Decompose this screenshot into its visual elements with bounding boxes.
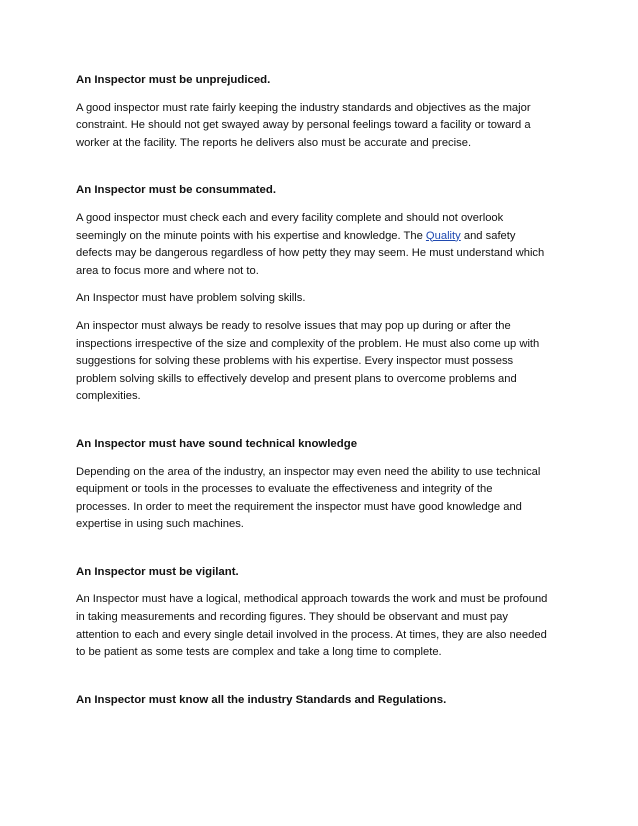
section-heading: An Inspector must be unprejudiced. bbox=[76, 74, 271, 86]
paragraph-line: problem solving skills to effectively develop and present plans to overcome problems and bbox=[76, 372, 517, 385]
paragraph-line: suggestions for solving these problems with his expertise. Every inspector must possess bbox=[76, 355, 514, 368]
quality-link[interactable]: Quality bbox=[425, 229, 461, 242]
section-paragraph bbox=[76, 464, 568, 534]
section-paragraph bbox=[76, 100, 568, 153]
paragraph-line: defects may be dangerous regardless of how petty they may seem. He must understand which bbox=[76, 247, 545, 260]
paragraph-line: processes. In order to meet the requirement the inspector must have good knowledge and bbox=[76, 500, 522, 513]
paragraph-line: constraint. He should not get swayed away by personal feelings toward a facility or toward a bbox=[76, 119, 531, 132]
paragraph-line: An Inspector must have a logical, methodical approach towards the work and must be profound bbox=[76, 593, 548, 606]
section-heading: An Inspector must have problem solving skills. bbox=[76, 292, 306, 305]
section-heading: An Inspector must know all the industry Standards and Regulations. bbox=[76, 693, 447, 706]
paragraph-line: An inspector must always be ready to resolve issues that may pop up during or after the bbox=[76, 319, 511, 332]
section-heading: An Inspector must be consummated. bbox=[76, 184, 277, 197]
section-heading: An Inspector must have sound technical knowledge bbox=[76, 437, 358, 450]
document-page bbox=[76, 72, 568, 719]
section-heading: An Inspector must be vigilant. bbox=[76, 565, 239, 578]
paragraph-line: complexities. bbox=[76, 390, 141, 403]
section-paragraph bbox=[76, 318, 568, 406]
paragraph-line: inspections irrespective of the size and complexity of the problem. He must also come up with bbox=[76, 337, 540, 350]
paragraph-line: equipment or tools in the processes to evaluate the effectiveness and integrity of the bbox=[76, 483, 493, 496]
paragraph-line: worker at the facility. The reports he delivers also must be accurate and precise. bbox=[76, 136, 472, 149]
paragraph-line: Depending on the area of the industry, an inspector may even need the ability to use technical bbox=[76, 465, 541, 478]
paragraph-text: seemingly on the minute points with his expertise and knowledge. The bbox=[76, 229, 426, 242]
paragraph-line: A good inspector must rate fairly keeping the industry standards and objectives as the major bbox=[76, 101, 531, 114]
section-paragraph bbox=[76, 210, 568, 280]
paragraph-line: A good inspector must check each and every facility complete and should not overlook bbox=[76, 211, 504, 224]
section-paragraph bbox=[76, 591, 568, 661]
paragraph-line: expertise in using such machines. bbox=[76, 518, 244, 531]
paragraph-line-with-link bbox=[76, 228, 568, 246]
paragraph-line: to be patient as some tests are complex and take a long time to complete. bbox=[76, 646, 442, 659]
paragraph-line: attention to each and every single detail involved in the process. At times, they are also needed bbox=[76, 628, 547, 641]
paragraph-line: area to focus more and where not to. bbox=[76, 264, 259, 277]
paragraph-text: and safety bbox=[460, 229, 516, 242]
paragraph-line: in taking measurements and recording figures. They should be observant and must pay bbox=[76, 611, 509, 624]
